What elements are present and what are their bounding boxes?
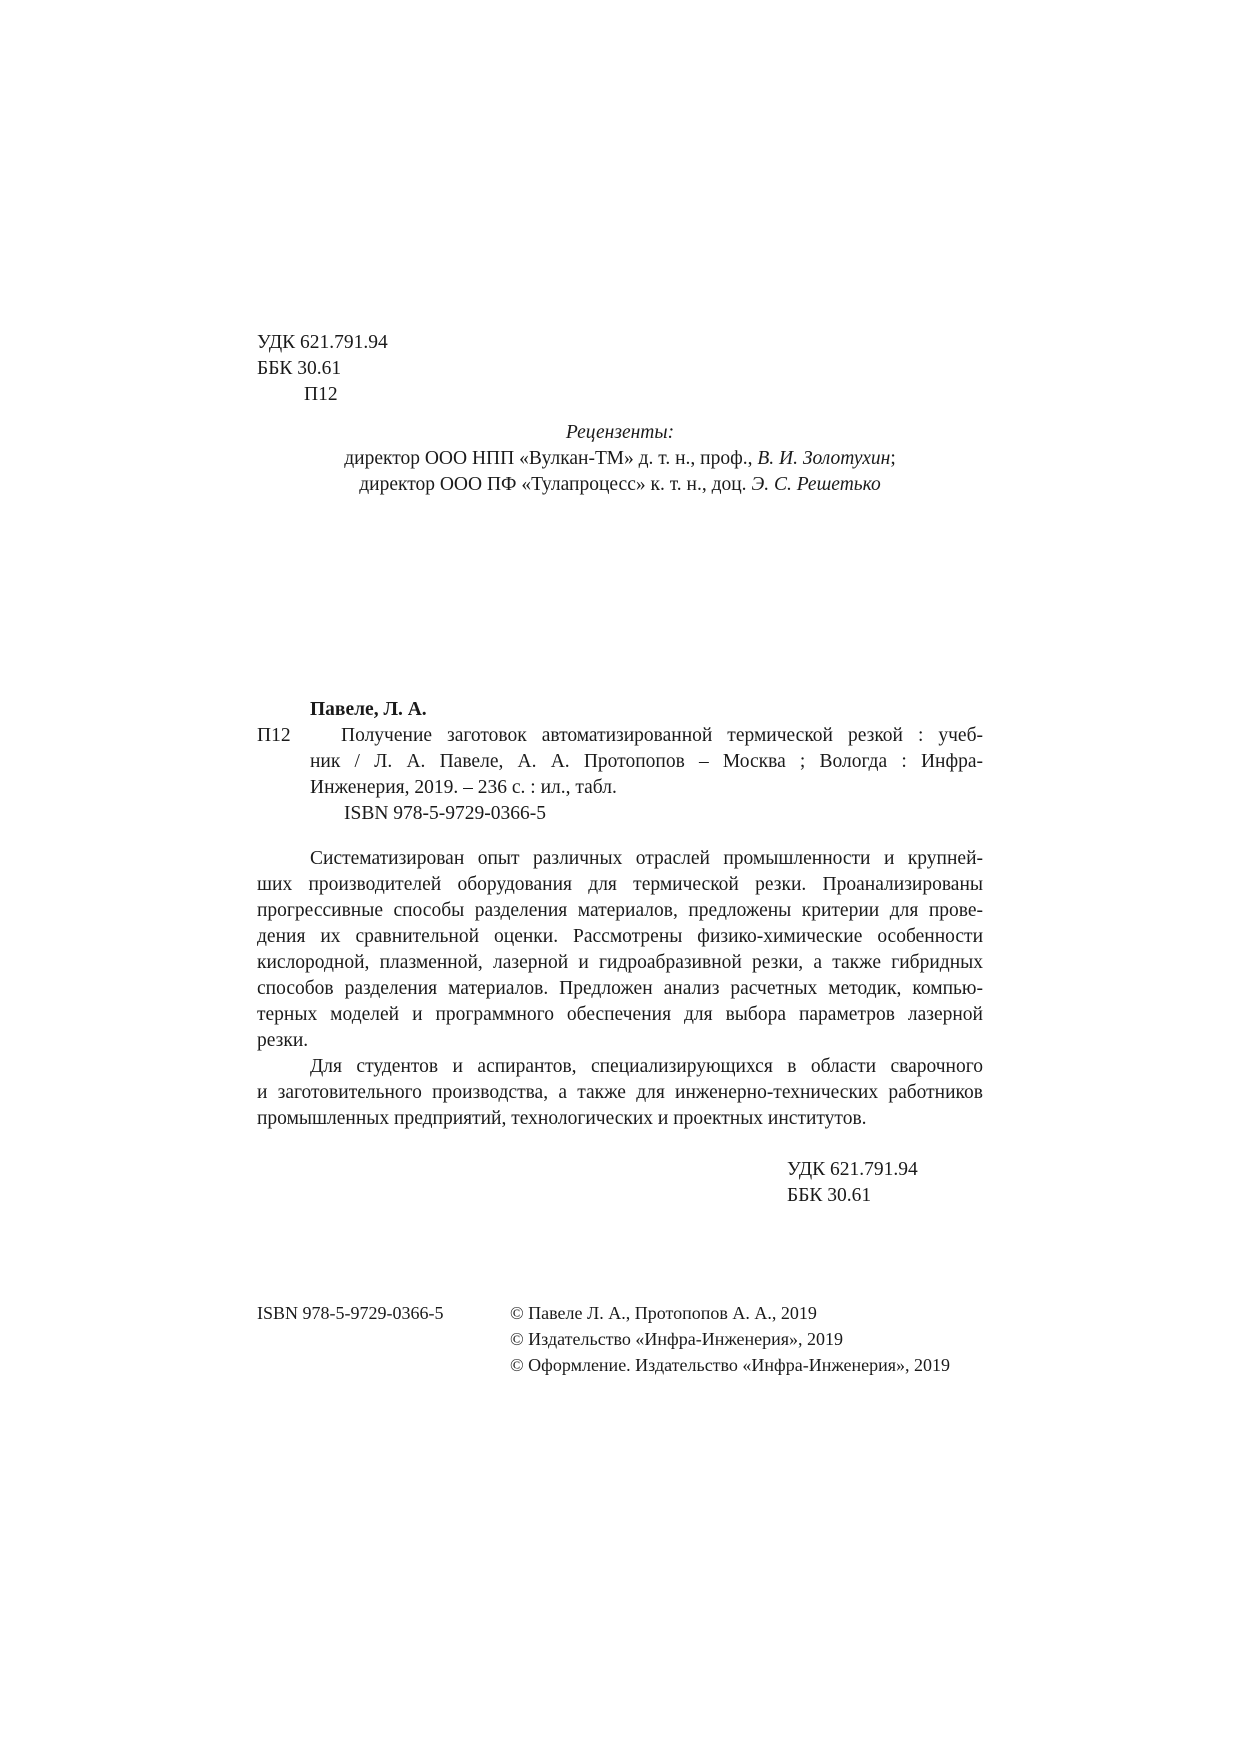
abstract-line: способов разделения материалов. Предложен анализ расчетных методик, компью-	[257, 978, 983, 999]
reviewer-2-name: Э. С. Решетько	[751, 474, 881, 495]
reviewers-title: Рецензенты:	[565, 422, 675, 443]
abstract-line: кислородной, плазменной, лазерной и гидроабразивной резки, а также гибридных	[257, 952, 983, 973]
bib-isbn: ISBN 978-5-9729-0366-5	[344, 803, 547, 824]
bib-line: ник / Л. А. Павеле, А. А. Протопопов – Москва ; Вологда : Инфра-	[310, 751, 983, 772]
copyright-line: © Издательство «Инфра-Инженерия», 2019	[510, 1329, 844, 1349]
reviewer-1-suffix: ;	[890, 448, 896, 469]
bbk-code-bottom: ББК 30.61	[787, 1185, 872, 1206]
abstract-line: промышленных предприятий, технологических и проектных институтов.	[257, 1108, 867, 1129]
reviewer-1-position: директор ООО НПП «Вулкан-ТМ» д. т. н., проф.,	[344, 448, 753, 469]
abstract-line: прогрессивные способы разделения материалов, предложены критерии для прове-	[257, 900, 983, 921]
abstract	[257, 846, 983, 1132]
bbk-code: ББК 30.61	[257, 358, 342, 379]
abstract-line: ших производителей оборудования для термической резки. Проанализированы	[257, 874, 983, 895]
bib-sign: П12	[257, 725, 291, 746]
reviewer-1-name: В. И. Золотухин	[757, 448, 891, 469]
abstract-line: резки.	[257, 1030, 309, 1051]
udk-code-bottom: УДК 621.791.94	[787, 1159, 918, 1180]
copyright-line: © Павеле Л. А., Протопопов А. А., 2019	[510, 1303, 817, 1323]
udk-code: УДК 621.791.94	[257, 332, 388, 353]
reviewer-2-position: директор ООО ПФ «Тулапроцесс» к. т. н., доц.	[359, 474, 747, 495]
abstract-line: Для студентов и аспирантов, специализирующихся в области сварочного	[310, 1056, 983, 1077]
isbn-copyright: ISBN 978-5-9729-0366-5	[257, 1303, 444, 1323]
reviewer-line-1	[257, 446, 983, 472]
reviewer-line-2	[257, 472, 983, 498]
bib-line: Инженерия, 2019. – 236 с. : ил., табл.	[310, 777, 617, 798]
abstract-line: Систематизирован опыт различных отраслей промышленности и крупней-	[310, 848, 983, 869]
copyright-line: © Оформление. Издательство «Инфра-Инженерия», 2019	[510, 1355, 951, 1375]
bib-author: Павеле, Л. А.	[310, 699, 427, 720]
abstract-line: терных моделей и программного обеспечения для выбора параметров лазерной	[257, 1004, 983, 1025]
bib-description	[257, 723, 983, 827]
abstract-line: и заготовительного производства, а также для инженерно-технических работников	[257, 1082, 983, 1103]
copyright-lines	[510, 1300, 950, 1378]
author-sign: П12	[304, 384, 338, 405]
abstract-line: дения их сравнительной оценки. Рассмотрены физико-химические особенности	[257, 926, 983, 947]
bib-line: Получение заготовок автоматизированной термической резкой : учеб-	[341, 725, 983, 746]
